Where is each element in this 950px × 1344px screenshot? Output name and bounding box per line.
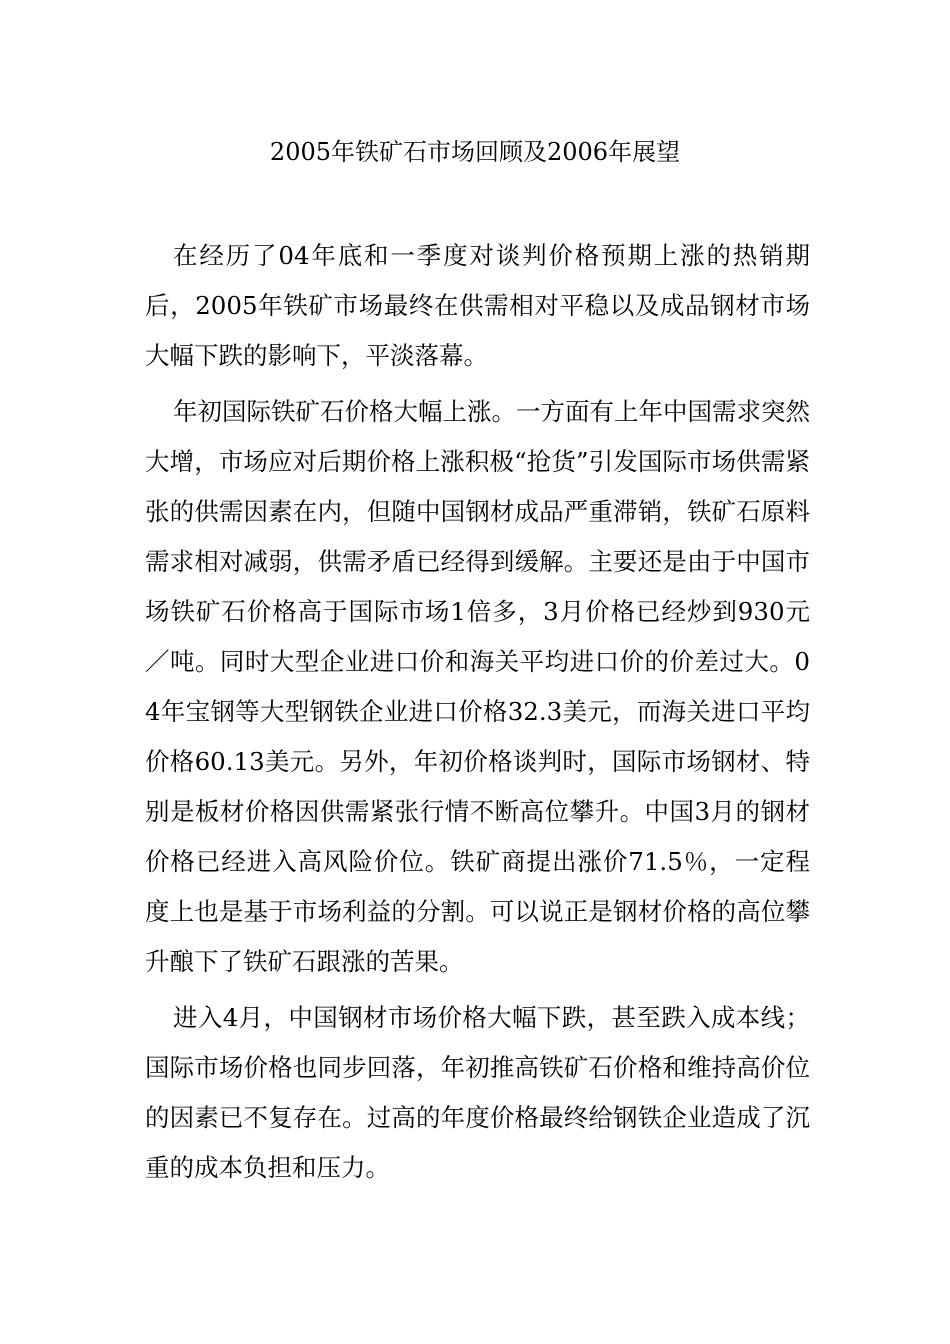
document-title: 2005年铁矿石市场回顾及2006年展望: [269, 138, 681, 166]
paragraph-2: 年初国际铁矿石价格大幅上涨。一方面有上年中国需求突然大增，市场应对后期价格上涨积极“抢货”引发国际市场供需紧张的供需因素在内，但随中国钢材成品严重滞销，铁矿石原料需求相对减弱，供需矛盾已经得到缓解。主要还是由于中国市场铁矿石价格高于国际市场1倍多，3月价格已经炒到930元／吨。同时大型企业进口价和海关平均进口价的价差过大。04年宝钢等大型钢铁企业进口价格32.3美元，而海关进口平均价格60.13美元。另外，年初价格谈判时，国际市场钢材、特别是板材价格因供需紧张行情不断高位攀升。中国3月的钢材价格已经进入高风险价位。铁矿商提出涨价71.5％，一定程度上也是基于市场利益的分割。可以说正是钢材价格的高位攀升酿下了铁矿石跟涨的苦果。: [145, 397, 810, 976]
paragraph-3: 进入4月，中国钢材市场价格大幅下跌，甚至跌入成本线；国际市场价格也同步回落，年初推高铁矿石价格和维持高价位的因素已不复存在。过高的年度价格最终给钢铁企业造成了沉重的成本负担和压力。: [145, 1003, 810, 1182]
paragraph-1: 在经历了04年底和一季度对谈判价格预期上涨的热销期后，2005年铁矿市场最终在供需相对平稳以及成品钢材市场大幅下跌的影响下，平淡落幕。: [145, 241, 810, 370]
document-body: [145, 231, 810, 1199]
